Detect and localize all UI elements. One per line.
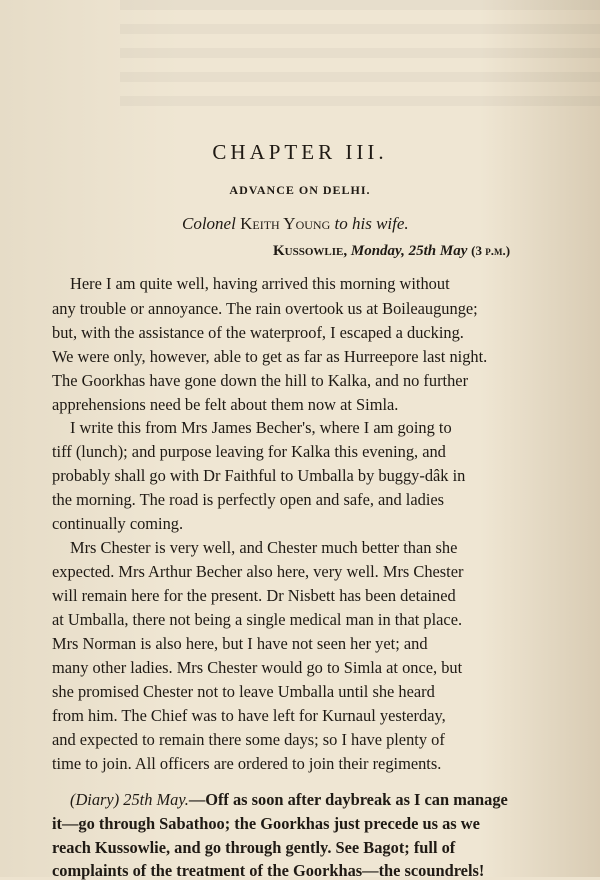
dateline-time: (3 p.m.) [471, 243, 511, 258]
body-line: many other ladies. Mrs Chester would go to Simla at once, but [52, 658, 463, 677]
body-line: Here I am quite well, having arrived this morning without [70, 274, 450, 293]
diary-line: it—go through Sabathoo; the Goorkhas just precede us as we [52, 814, 480, 833]
body-line: continually coming. [52, 514, 184, 533]
body-line: We were only, however, able to get as far as Hurreepore last night. [52, 347, 488, 366]
letter-dateline [273, 243, 510, 260]
letter-heading-prefix: Colonel [182, 214, 236, 233]
body-line: expected. Mrs Arthur Becher also here, very well. Mrs Chester [52, 562, 464, 581]
body-line: at Umballa, there not being a single medical man in that place. [52, 610, 463, 629]
body-line: I write this from Mrs James Becher's, where I am going to [70, 418, 452, 437]
body-line: tiff (lunch); and purpose leaving for Kalka this evening, and [52, 442, 446, 461]
dateline-place: Kussowlie, [273, 243, 348, 259]
body-line: and expected to remain there some days; so I have plenty of [52, 730, 445, 749]
diary-line: reach Kussowlie, and go through gently. See Bagot; full of [52, 838, 456, 857]
body-line: Mrs Norman is also here, but I have not seen her yet; and [52, 634, 428, 653]
body-line: will remain here for the present. Dr Nisbett has been detained [52, 586, 456, 605]
body-line: but, with the assistance of the waterproof, I escaped a ducking. [52, 323, 464, 342]
body-line: from him. The Chief was to have left for Kurnaul yesterday, [52, 706, 446, 725]
chapter-subtitle: ADVANCE ON DELHI. [229, 183, 371, 197]
diary-first-line-text: —Off as soon after daybreak as I can manage [188, 790, 508, 809]
letter-heading-name: Keith Young [240, 214, 331, 233]
body-line: probably shall go with Dr Faithful to Umballa by buggy-dâk in [52, 466, 466, 485]
body-line: time to join. All officers are ordered to join their regiments. [52, 754, 442, 773]
dateline-day-date: Monday, 25th May [350, 243, 468, 259]
body-line: The Goorkhas have gone down the hill to Kalka, and no further [52, 371, 469, 390]
letter-heading-suffix: to his wife. [334, 214, 409, 233]
body-line: the morning. The road is perfectly open and safe, and ladies [52, 490, 445, 509]
body-line: apprehensions need be felt about them now at Simla. [52, 395, 399, 414]
body-line: any trouble or annoyance. The rain overtook us at Boileaugunge; [52, 299, 478, 318]
diary-line: complaints of the treatment of the Goorkhas—the scoundrels! [52, 861, 485, 880]
diary-label: (Diary) 25th May. [70, 790, 189, 809]
body-line: Mrs Chester is very well, and Chester much better than she [70, 538, 458, 557]
body-line: she promised Chester not to leave Umballa until she heard [52, 682, 435, 701]
diary-first-line [70, 792, 508, 808]
letter-heading [182, 214, 409, 234]
bleed-through-text [120, 0, 600, 120]
chapter-title: CHAPTER III. [212, 140, 388, 164]
